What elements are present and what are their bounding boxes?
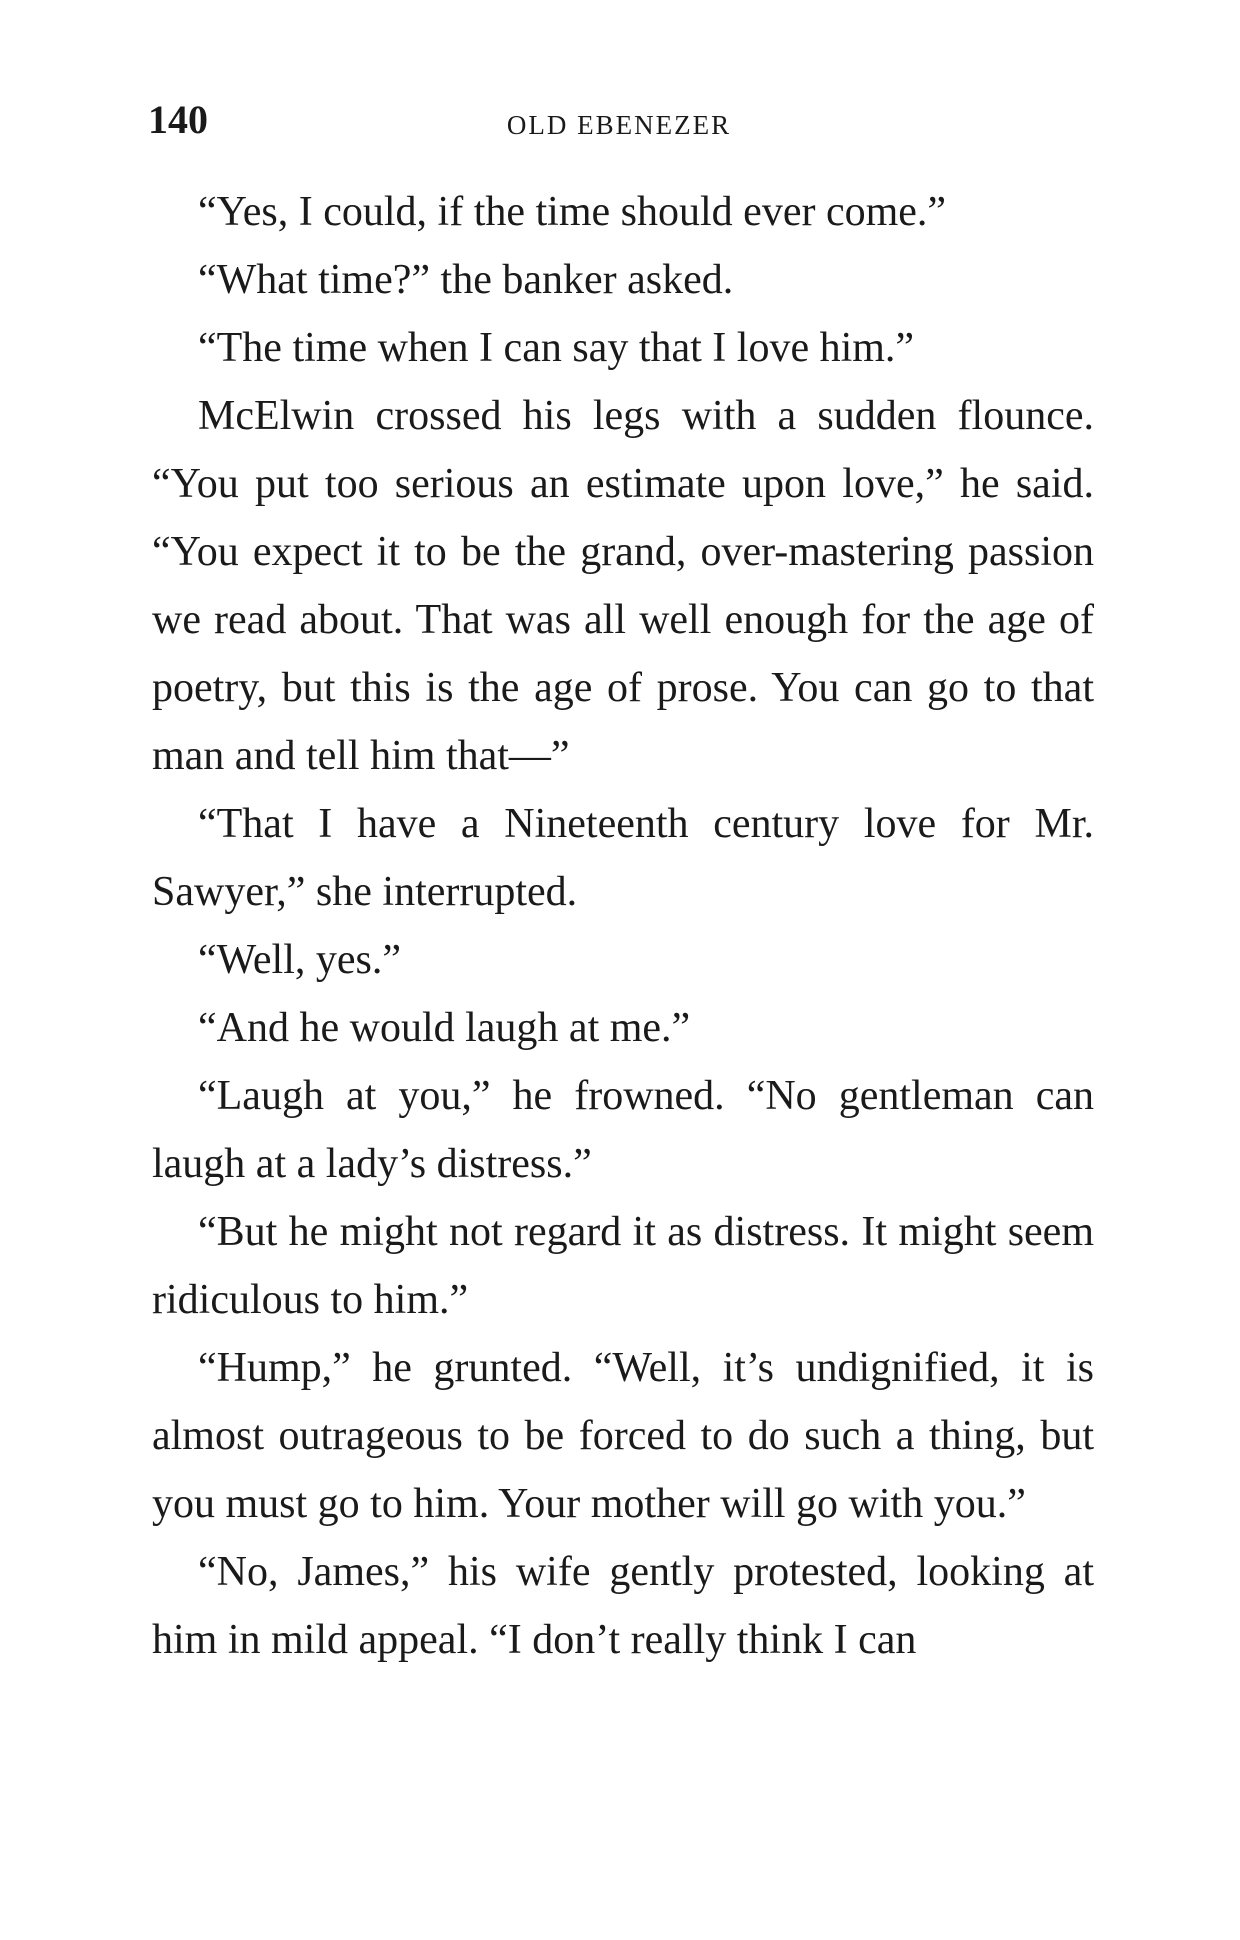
paragraph: “The time when I can say that I love him.” — [198, 325, 915, 371]
paragraph: “But he might not regard it as distress. It might seem ridiculous to him.” — [152, 1209, 1094, 1323]
paragraph: “Hump,” he grunted. “Well, it’s undignified, it is almost outrageous to be forced to do such a thing, but you must go to him. Your mother will go with you.” — [152, 1345, 1094, 1527]
paragraph: “Laugh at you,” he frowned. “No gentleman can laugh at a lady’s distress.” — [152, 1073, 1094, 1187]
paragraph: “That I have a Nineteenth century love for Mr. Sawyer,” she interrupted. — [152, 801, 1094, 915]
running-title: OLD EBENEZER — [506, 110, 732, 140]
paragraph: McElwin crossed his legs with a sudden flounce. “You put too serious an estimate upon love,” he said. “You expect it to be the grand, over-mastering passion we read about. That was all well enough for the age of poetry, but this is the age of prose. You can go to that man and tell him that—” — [152, 393, 1094, 779]
paragraph: “No, James,” his wife gently protested, looking at him in mild appeal. “I don’t really think I can — [152, 1549, 1094, 1663]
paragraph: “Well, yes.” — [198, 937, 402, 983]
page-number: 140 — [148, 97, 208, 142]
paragraph: “And he would laugh at me.” — [198, 1005, 691, 1051]
page-header — [148, 96, 1090, 156]
body-text — [152, 178, 1094, 1674]
paragraph: “What time?” the banker asked. — [198, 257, 734, 303]
paragraph: “Yes, I could, if the time should ever come.” — [198, 189, 947, 235]
